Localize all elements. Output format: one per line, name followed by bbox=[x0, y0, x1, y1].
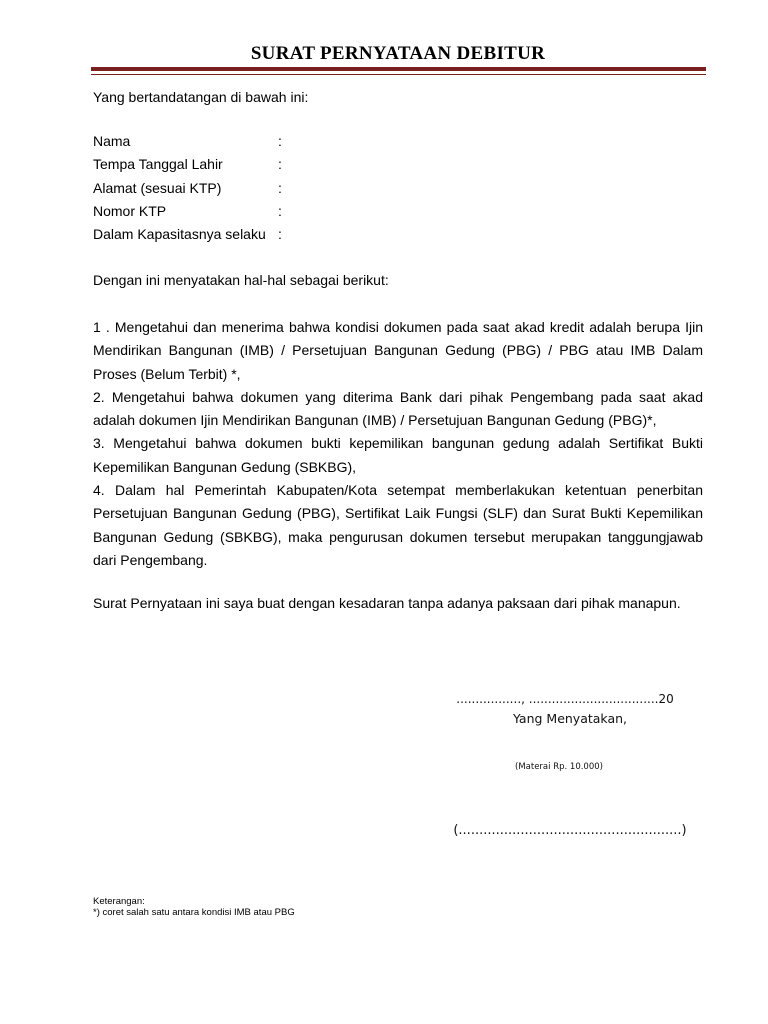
lead-text: Dengan ini menyatakan hal-hal sebagai berikut: bbox=[93, 272, 389, 288]
field-label: Tempa Tanggal Lahir bbox=[93, 156, 223, 173]
field-label: Nama bbox=[93, 133, 131, 149]
field-nama bbox=[93, 130, 703, 153]
field-kapasitas bbox=[93, 223, 703, 246]
signature-name-line: (......................................................) bbox=[453, 823, 687, 838]
statement-item-1: 1 . Mengetahui dan menerima bahwa kondisi dokumen pada saat akad kredit adalah berupa Ijin Mendirikan Bangunan (IMB) / Persetujuan Bangunan Gedung (PBG) / PBG atau IMB Dalam Proses (Belum Terbit) *, bbox=[93, 319, 703, 382]
statement-list bbox=[93, 316, 703, 572]
field-alamat bbox=[93, 177, 703, 200]
statement-item-2: 2. Mengetahui bahwa dokumen yang diterima Bank dari pihak Pengembang pada saat akad adalah dokumen Ijin Mendirikan Bangunan (IMB) / Persetujuan Bangunan Gedung (PBG)*, bbox=[93, 388, 703, 429]
intro-text: Yang bertandatangan di bawah ini: bbox=[93, 89, 309, 105]
field-separator: : bbox=[278, 133, 282, 149]
stamp-duty-note: (Materai Rp. 10.000) bbox=[515, 762, 603, 772]
statement-item-3: 3. Mengetahui bahwa dokumen bukti kepemilikan bangunan gedung adalah Sertifikat Bukti Kepemilikan Bangunan Gedung (SBKBG), bbox=[93, 435, 703, 475]
field-tempat-tanggal-lahir bbox=[93, 153, 703, 176]
notes-text: *) coret salah satu antara kondisi IMB atau PBG bbox=[93, 907, 295, 918]
field-nomor-ktp bbox=[93, 200, 703, 223]
identity-fields bbox=[93, 130, 703, 246]
statement-item-4: 4. Dalam hal Pemerintah Kabupaten/Kota setempat memberlakukan ketentuan penerbitan Persetujuan Bangunan Gedung (PBG), Sertifikat Laik Fungsi (SLF) dan Surat Bukti Kepemilikan Bangunan Gedung (SBKBG), maka pengurusan dokumen tersebut merupakan tanggungjawab dari Pengembang. bbox=[93, 482, 703, 568]
field-separator: : bbox=[278, 179, 282, 196]
notes-title: Keterangan: bbox=[93, 896, 145, 907]
field-label: Alamat (sesuai KTP) bbox=[93, 179, 222, 196]
field-label: Dalam Kapasitasnya selaku bbox=[93, 226, 266, 243]
field-label: Nomor KTP bbox=[93, 202, 167, 219]
document-title: SURAT PERNYATAAN DEBITUR bbox=[250, 43, 546, 64]
field-separator: : bbox=[278, 202, 282, 219]
closing-text: Surat Pernyataan ini saya buat dengan kesadaran tanpa adanya paksaan dari pihak manapun. bbox=[93, 595, 681, 611]
title-divider-thick bbox=[91, 67, 706, 71]
field-separator: : bbox=[278, 156, 282, 173]
signature-place-date: ................., ..................................20 bbox=[456, 692, 674, 706]
signature-role: Yang Menyatakan, bbox=[513, 711, 627, 726]
field-separator: : bbox=[278, 226, 282, 243]
title-divider-thin bbox=[91, 74, 706, 75]
